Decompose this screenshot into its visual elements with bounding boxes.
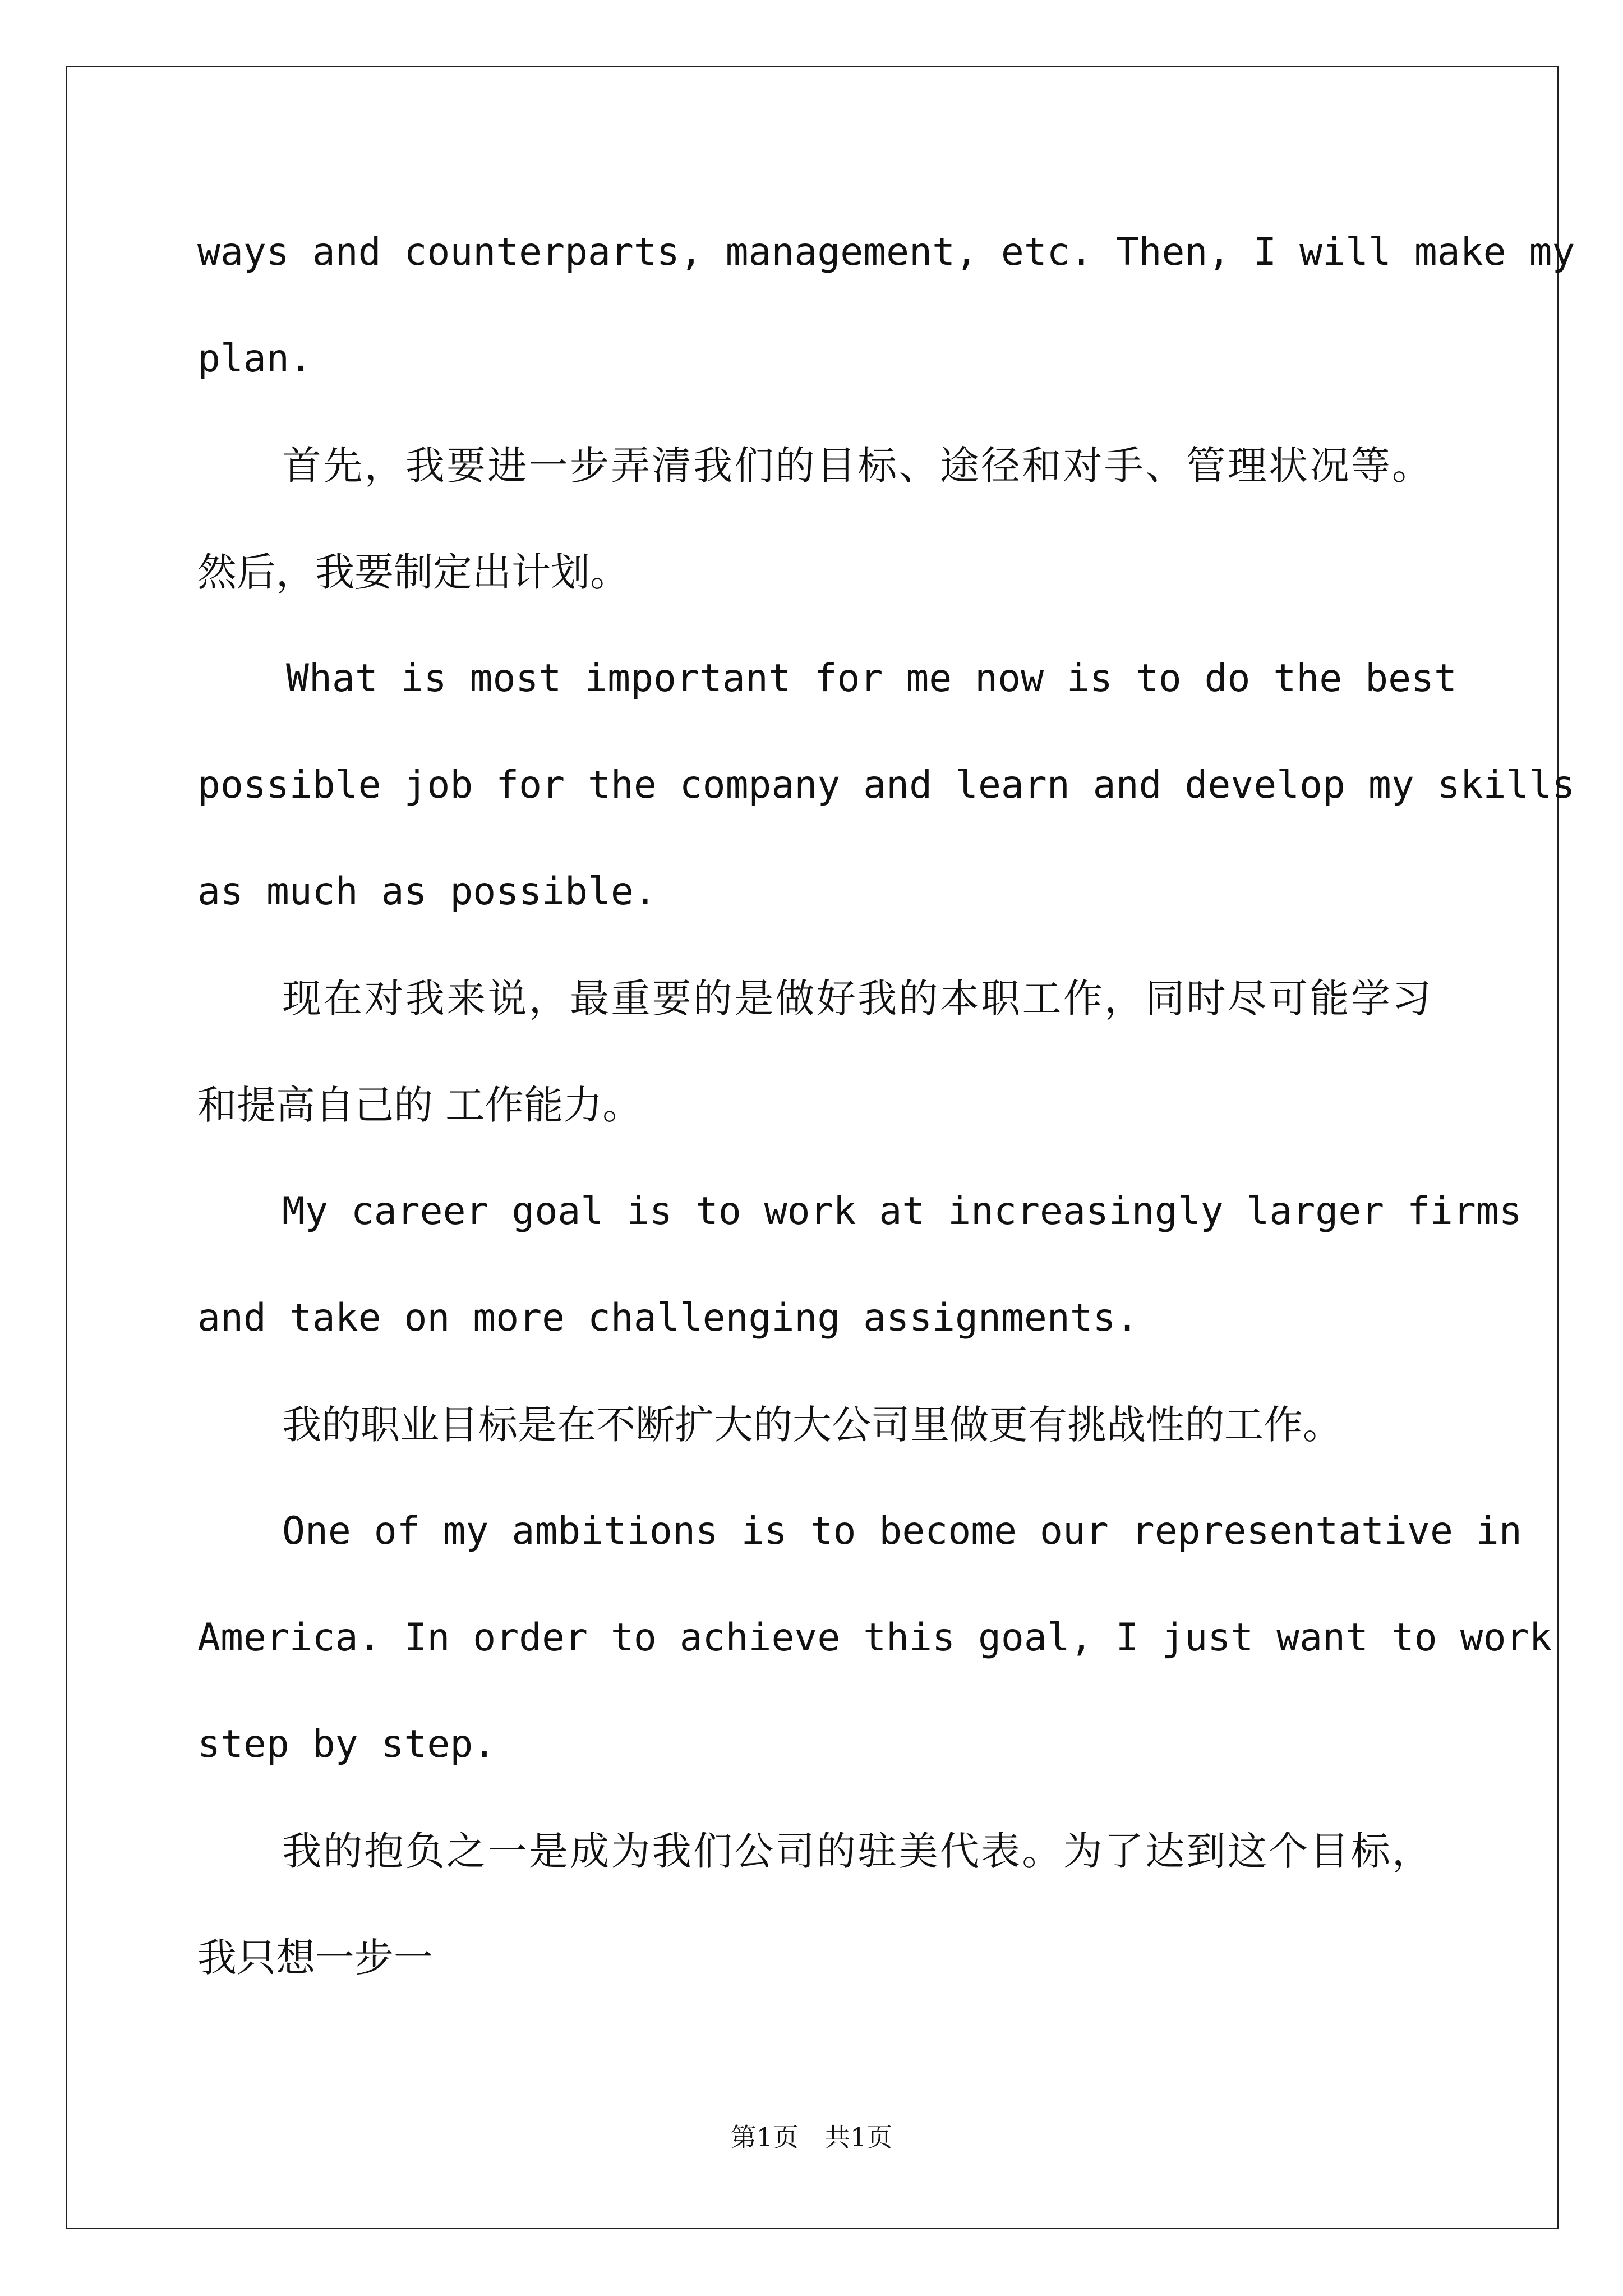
text-line: One of my ambitions is to become our representative in: [282, 1509, 1522, 1553]
text-line: 首先，我要进一步弄清我们的目标、途径和对手、管理状况等。: [282, 443, 1431, 489]
text-line: What is most important for me now is to do the best: [286, 656, 1457, 701]
text-line: plan.: [197, 337, 312, 381]
text-line: 我的职业目标是在不断扩大的大公司里做更有挑战性的工作。: [282, 1402, 1342, 1448]
text-line: America. In order to achieve this goal, I just want to work: [197, 1616, 1552, 1660]
text-line: step by step.: [197, 1722, 496, 1766]
text-line: 现在对我来说，最重要的是做好我的本职工作，同时尽可能学习: [282, 976, 1431, 1022]
text-line: 我的抱负之一是成为我们公司的驻美代表。为了达到这个目标，: [282, 1828, 1431, 1874]
text-line: My career goal is to work at increasingly larger firms: [282, 1189, 1522, 1234]
text-line: possible job for the company and learn and develop my skills: [197, 763, 1575, 807]
text-line: 然后，我要制定出计划。: [197, 549, 629, 595]
page-border: [66, 66, 1575, 2229]
text-line: ways and counterparts, management, etc. Then, I will make my: [197, 230, 1575, 274]
text-line: as much as possible.: [197, 869, 657, 914]
text-line: 和提高自己的 工作能力。: [197, 1082, 642, 1128]
page-footer: 第1页 共1页: [730, 2122, 893, 2152]
text-line: and take on more challenging assignments.: [197, 1296, 1139, 1340]
text-line: 我只想一步一: [197, 1935, 433, 1981]
